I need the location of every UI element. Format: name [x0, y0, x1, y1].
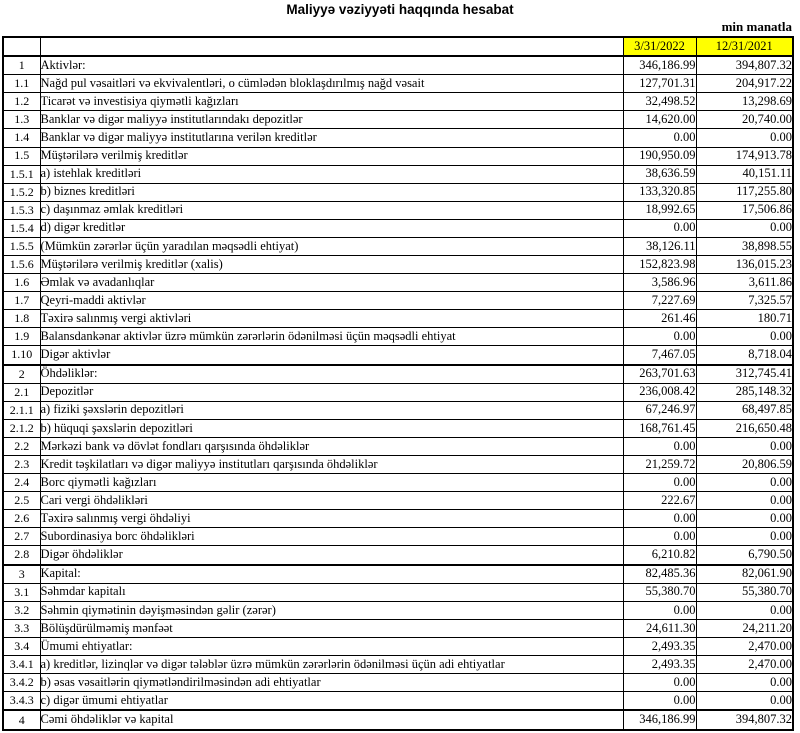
row-number-cell: 3.2 [3, 601, 40, 619]
row-value-2021-cell: 20,806.59 [696, 456, 793, 474]
row-number-cell: 1.10 [3, 346, 40, 365]
table-row [3, 419, 793, 437]
row-value-2022-cell: 346,186.99 [623, 710, 696, 730]
row-value-2022-cell: 0.00 [623, 328, 696, 346]
row-label-cell: Müştərilərə verilmiş kreditlər [40, 147, 623, 165]
row-number-cell: 1.5.5 [3, 237, 40, 255]
row-number-cell: 2.8 [3, 546, 40, 565]
row-value-2022-cell: 0.00 [623, 674, 696, 692]
row-value-2021-cell: 0.00 [696, 692, 793, 711]
row-value-2022-cell: 2,493.35 [623, 638, 696, 656]
table-row [3, 546, 793, 565]
table-row [3, 565, 793, 584]
row-number-cell: 1.1 [3, 75, 40, 93]
row-label-cell: Subordinasiya borc öhdəlikləri [40, 528, 623, 546]
row-number-cell: 2.1.1 [3, 401, 40, 419]
row-number-cell: 1.7 [3, 292, 40, 310]
table-row [3, 474, 793, 492]
row-number-cell: 1.4 [3, 129, 40, 147]
row-value-2022-cell: 0.00 [623, 129, 696, 147]
row-value-2021-cell: 7,325.57 [696, 292, 793, 310]
row-label-cell: Ümumi ehtiyatlar: [40, 638, 623, 656]
row-value-2022-cell: 346,186.99 [623, 56, 696, 75]
table-row [3, 219, 793, 237]
row-number-cell: 4 [3, 710, 40, 730]
row-value-2022-cell: 261.46 [623, 310, 696, 328]
row-label-cell: c) digər ümumi ehtiyatlar [40, 692, 623, 711]
table-row [3, 147, 793, 165]
row-label-cell: Borc qiymətli kağızları [40, 474, 623, 492]
row-value-2022-cell: 168,761.45 [623, 419, 696, 437]
row-number-cell: 2.4 [3, 474, 40, 492]
table-row [3, 674, 793, 692]
row-value-2021-cell: 117,255.80 [696, 183, 793, 201]
row-number-cell: 1.8 [3, 310, 40, 328]
row-value-2022-cell: 0.00 [623, 510, 696, 528]
row-value-2022-cell: 190,950.09 [623, 147, 696, 165]
row-value-2021-cell: 0.00 [696, 528, 793, 546]
row-label-cell: Mərkəzi bank və dövlət fondları qarşısında öhdəliklər [40, 437, 623, 455]
row-number-cell: 1.9 [3, 328, 40, 346]
row-label-cell: Depozitlər [40, 383, 623, 401]
row-label-cell: c) daşınmaz əmlak kreditləri [40, 201, 623, 219]
row-number-cell: 3.1 [3, 583, 40, 601]
row-value-2021-cell: 312,745.41 [696, 365, 793, 384]
row-value-2021-cell: 2,470.00 [696, 656, 793, 674]
row-label-cell: Öhdəliklər: [40, 365, 623, 384]
row-value-2021-cell: 394,807.32 [696, 710, 793, 730]
table-row [3, 510, 793, 528]
row-label-cell: b) əsas vəsaitlərin qiymətləndirilməsindən adi ehtiyatlar [40, 674, 623, 692]
row-value-2022-cell: 6,210.82 [623, 546, 696, 565]
row-value-2022-cell: 152,823.98 [623, 255, 696, 273]
table-row [3, 93, 793, 111]
row-value-2021-cell: 0.00 [696, 492, 793, 510]
row-value-2021-cell: 285,148.32 [696, 383, 793, 401]
row-value-2021-cell: 180.71 [696, 310, 793, 328]
row-value-2022-cell: 32,498.52 [623, 93, 696, 111]
table-row [3, 401, 793, 419]
row-value-2022-cell: 55,380.70 [623, 583, 696, 601]
row-number-cell: 1.3 [3, 111, 40, 129]
row-value-2022-cell: 7,467.05 [623, 346, 696, 365]
row-label-cell: (Mümkün zərərlər üçün yaradılan məqsədli ehtiyat) [40, 237, 623, 255]
row-value-2021-cell: 136,015.23 [696, 255, 793, 273]
row-label-cell: Cari vergi öhdəlikləri [40, 492, 623, 510]
row-label-cell: Banklar və digər maliyyə institutlarındakı depozitlər [40, 111, 623, 129]
row-number-cell: 1 [3, 56, 40, 75]
table-row [3, 619, 793, 637]
header-row-number-cell [3, 37, 40, 56]
row-value-2022-cell: 236,008.42 [623, 383, 696, 401]
row-number-cell: 1.5 [3, 147, 40, 165]
row-value-2021-cell: 3,611.86 [696, 274, 793, 292]
row-number-cell: 1.5.4 [3, 219, 40, 237]
table-row [3, 237, 793, 255]
row-value-2021-cell: 55,380.70 [696, 583, 793, 601]
row-number-cell: 3.4.3 [3, 692, 40, 711]
row-number-cell: 2.3 [3, 456, 40, 474]
table-row [3, 601, 793, 619]
row-value-2021-cell: 0.00 [696, 510, 793, 528]
row-label-cell: Kapital: [40, 565, 623, 584]
row-label-cell: b) hüquqi şəxslərin depozitləri [40, 419, 623, 437]
table-row [3, 365, 793, 384]
row-value-2021-cell: 0.00 [696, 601, 793, 619]
row-value-2022-cell: 0.00 [623, 601, 696, 619]
row-number-cell: 3.4 [3, 638, 40, 656]
row-label-cell: Cəmi öhdəliklər və kapital [40, 710, 623, 730]
row-value-2022-cell: 133,320.85 [623, 183, 696, 201]
row-label-cell: Digər öhdəliklər [40, 546, 623, 565]
table-row [3, 528, 793, 546]
row-value-2022-cell: 24,611.30 [623, 619, 696, 637]
table-row [3, 274, 793, 292]
header-period-2022-cell: 3/31/2022 [623, 37, 696, 56]
row-value-2021-cell: 24,211.20 [696, 619, 793, 637]
row-value-2022-cell: 0.00 [623, 692, 696, 711]
table-row [3, 437, 793, 455]
table-row [3, 310, 793, 328]
row-number-cell: 2.1.2 [3, 419, 40, 437]
row-label-cell: Qeyri-maddi aktivlər [40, 292, 623, 310]
row-number-cell: 2.1 [3, 383, 40, 401]
row-number-cell: 1.5.3 [3, 201, 40, 219]
row-number-cell: 2 [3, 365, 40, 384]
row-value-2022-cell: 18,992.65 [623, 201, 696, 219]
row-label-cell: Nağd pul vəsaitləri və ekvivalentləri, o cümlədən bloklaşdırılmış nağd vəsait [40, 75, 623, 93]
table-row [3, 75, 793, 93]
row-label-cell: Ticarət və investisiya qiymətli kağızları [40, 93, 623, 111]
row-value-2021-cell: 20,740.00 [696, 111, 793, 129]
row-label-cell: Əmlak və avadanlıqlar [40, 274, 623, 292]
table-header-row [3, 37, 793, 56]
row-value-2022-cell: 14,620.00 [623, 111, 696, 129]
row-label-cell: a) fiziki şəxslərin depozitləri [40, 401, 623, 419]
row-label-cell: Balansdankənar aktivlər üzrə mümkün zərərlərin ödənilməsi üçün məqsədli ehtiyat [40, 328, 623, 346]
row-number-cell: 1.5.1 [3, 165, 40, 183]
row-label-cell: a) kreditlər, lizinqlər və digər tələblər üzrə mümkün zərərlərin ödənilməsi üçün adi ehtiyatlar [40, 656, 623, 674]
row-value-2021-cell: 216,650.48 [696, 419, 793, 437]
table-row [3, 129, 793, 147]
row-label-cell: Səhmdar kapitalı [40, 583, 623, 601]
row-number-cell: 1.6 [3, 274, 40, 292]
row-value-2021-cell: 0.00 [696, 474, 793, 492]
row-value-2022-cell: 263,701.63 [623, 365, 696, 384]
report-table-body [3, 56, 793, 730]
row-label-cell: Banklar və digər maliyyə institutlarına verilən kreditlər [40, 129, 623, 147]
row-value-2021-cell: 204,917.22 [696, 75, 793, 93]
header-label-cell [40, 37, 623, 56]
table-row [3, 383, 793, 401]
table-row [3, 492, 793, 510]
row-number-cell: 2.7 [3, 528, 40, 546]
row-label-cell: Aktivlər: [40, 56, 623, 75]
row-label-cell: Kredit təşkilatları və digər maliyyə institutları qarşısında öhdəliklər [40, 456, 623, 474]
table-row [3, 692, 793, 711]
table-row [3, 165, 793, 183]
row-value-2022-cell: 3,586.96 [623, 274, 696, 292]
row-number-cell: 3.4.1 [3, 656, 40, 674]
unit-note: min manatla [721, 19, 792, 34]
table-row [3, 346, 793, 365]
row-value-2021-cell: 38,898.55 [696, 237, 793, 255]
row-label-cell: b) biznes kreditləri [40, 183, 623, 201]
row-value-2021-cell: 0.00 [696, 328, 793, 346]
table-row [3, 201, 793, 219]
row-value-2021-cell: 40,151.11 [696, 165, 793, 183]
table-row [3, 255, 793, 273]
table-row [3, 710, 793, 730]
row-value-2021-cell: 174,913.78 [696, 147, 793, 165]
table-row [3, 656, 793, 674]
row-number-cell: 3.4.2 [3, 674, 40, 692]
row-value-2021-cell: 17,506.86 [696, 201, 793, 219]
row-value-2022-cell: 222.67 [623, 492, 696, 510]
row-label-cell: Müştərilərə verilmiş kreditlər (xalis) [40, 255, 623, 273]
row-value-2021-cell: 0.00 [696, 674, 793, 692]
row-number-cell: 3 [3, 565, 40, 584]
row-value-2022-cell: 67,246.97 [623, 401, 696, 419]
row-value-2022-cell: 21,259.72 [623, 456, 696, 474]
row-label-cell: Bölüşdürülməmiş mənfəət [40, 619, 623, 637]
row-label-cell: d) digər kreditlər [40, 219, 623, 237]
table-row [3, 583, 793, 601]
row-label-cell: a) istehlak kreditləri [40, 165, 623, 183]
row-label-cell: Təxirə salınmış vergi aktivləri [40, 310, 623, 328]
row-value-2022-cell: 0.00 [623, 219, 696, 237]
table-row [3, 328, 793, 346]
financial-position-table [2, 36, 794, 731]
row-value-2021-cell: 82,061.90 [696, 565, 793, 584]
header-period-2021-cell: 12/31/2021 [696, 37, 793, 56]
row-number-cell: 2.2 [3, 437, 40, 455]
row-value-2021-cell: 6,790.50 [696, 546, 793, 565]
row-number-cell: 1.5.2 [3, 183, 40, 201]
row-value-2022-cell: 0.00 [623, 528, 696, 546]
row-label-cell: Digər aktivlər [40, 346, 623, 365]
table-row [3, 292, 793, 310]
row-value-2021-cell: 8,718.04 [696, 346, 793, 365]
row-value-2022-cell: 127,701.31 [623, 75, 696, 93]
row-value-2022-cell: 82,485.36 [623, 565, 696, 584]
row-value-2022-cell: 0.00 [623, 437, 696, 455]
row-value-2022-cell: 2,493.35 [623, 656, 696, 674]
table-row [3, 456, 793, 474]
row-value-2022-cell: 0.00 [623, 474, 696, 492]
row-number-cell: 3.3 [3, 619, 40, 637]
row-value-2021-cell: 394,807.32 [696, 56, 793, 75]
row-value-2021-cell: 13,298.69 [696, 93, 793, 111]
page-title: Maliyyə vəziyyəti haqqında hesabat [286, 2, 514, 17]
row-number-cell: 2.5 [3, 492, 40, 510]
row-number-cell: 1.2 [3, 93, 40, 111]
row-label-cell: Təxirə salınmış vergi öhdəliyi [40, 510, 623, 528]
row-value-2022-cell: 38,636.59 [623, 165, 696, 183]
row-number-cell: 2.6 [3, 510, 40, 528]
row-value-2021-cell: 0.00 [696, 219, 793, 237]
table-row [3, 56, 793, 75]
row-value-2021-cell: 2,470.00 [696, 638, 793, 656]
row-value-2021-cell: 0.00 [696, 129, 793, 147]
row-value-2022-cell: 7,227.69 [623, 292, 696, 310]
table-row [3, 638, 793, 656]
row-value-2021-cell: 0.00 [696, 437, 793, 455]
row-value-2021-cell: 68,497.85 [696, 401, 793, 419]
table-row [3, 111, 793, 129]
row-value-2022-cell: 38,126.11 [623, 237, 696, 255]
row-label-cell: Səhmin qiymətinin dəyişməsindən gəlir (zərər) [40, 601, 623, 619]
row-number-cell: 1.5.6 [3, 255, 40, 273]
table-row [3, 183, 793, 201]
